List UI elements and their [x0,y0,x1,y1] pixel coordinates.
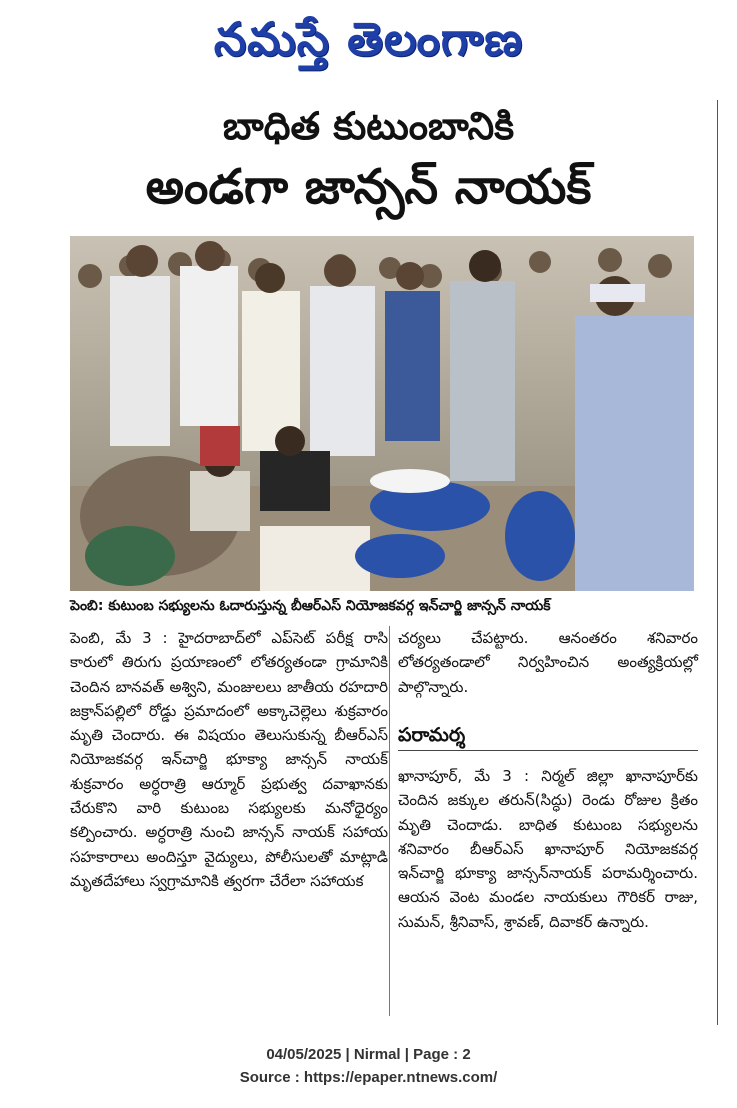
page-right-rule [717,100,718,1025]
photo-caption: పెంబి: కుటుంబ సభ్యులను ఓదారుస్తున్న బీఆర్ఎస్ నియోజకవర్గ ఇన్‌చార్జి జాన్సన్ నాయక్ [70,598,551,614]
article-subhead: పరామర్శ [398,724,466,746]
article-paragraph-2: చర్యలు చేపట్టారు. ఆనంతరం శనివారం లోతర్యతండాలో నిర్వహించిన అంత్యక్రియల్లో పాల్గొన్నారు. [398,629,698,696]
newspaper-masthead: నమస్తే తెలంగాణ [213,12,524,66]
column-divider [389,626,390,1016]
article-right-column-bottom [398,764,698,934]
footer-meta: 04/05/2025 | Nirmal | Page : 2 [266,1046,471,1063]
footer-source: Source : https://epaper.ntnews.com/ [239,1069,498,1086]
headline-line1: బాధిత కుటుంబానికి [222,104,515,148]
article-left-column [70,626,388,893]
article-paragraph-3: ఖానాపూర్, మే 3 : నిర్మల్ జిల్లా ఖానాపూర్‌కు చెందిన జక్కుల తరున్(సిద్ధు) రెండు రోజుల క్రితం మృతి చెందాడు. బాధిత కుటుంబ సభ్యులను శనివారం బీఆర్ఎస్ ఖానాపూర్ నియోజకవర్గ ఇన్‌చార్జి భూక్యా జాన్సన్‌నాయక్ పరామర్శించారు. ఆయన వెంట మండల నాయకులు గౌరికర్ రాజు, సుమన్, శ్రీనివాస్, శ్రావణ్, దివాకర్ ఉన్నారు. [398,767,698,931]
news-photo [70,236,694,591]
article-right-column-top [398,626,698,699]
article-paragraph-1: పెంబి, మే 3 : హైదరాబాద్‌లో ఎప్‌సెట్ పరీక్ష రాసి కారులో తిరుగు ప్రయాణంలో లోతర్యతండా గ్రామానికి చెందిన బానవత్ అశ్విని, మంజులలు జాతీయ రహదారి జక్రాన్‌పల్లిలో రోడ్డు ప్రమాదంలో అక్కాచెల్లెలు శుక్రవారం మృతి చెందారు. ఈ విషయం తెలుసుకున్న బీఆర్ఎస్ నియోజకవర్గ ఇన్‌చార్జి భూక్యా జాన్సన్ నాయక్ శుక్రవారం అర్ధరాత్రి ఆర్మూర్ ప్రభుత్వ దవాఖానకు చేరుకొని వారి కుటుంబ సభ్యులకు మనోధైర్యం కల్పించారు. అర్ధరాత్రి నుంచి జాన్సన్ నాయక్ సహాయ సహకారాలు అందిస్తూ వైద్యులు, పోలీసులతో మాట్లాడి మృతదేహాలు స్వగ్రామానికి త్వరగా చేరేలా సహాయక [70,629,388,890]
subhead-rule [398,750,698,751]
headline-line2: అండగా జాన్సన్ నాయక్ [145,159,592,215]
